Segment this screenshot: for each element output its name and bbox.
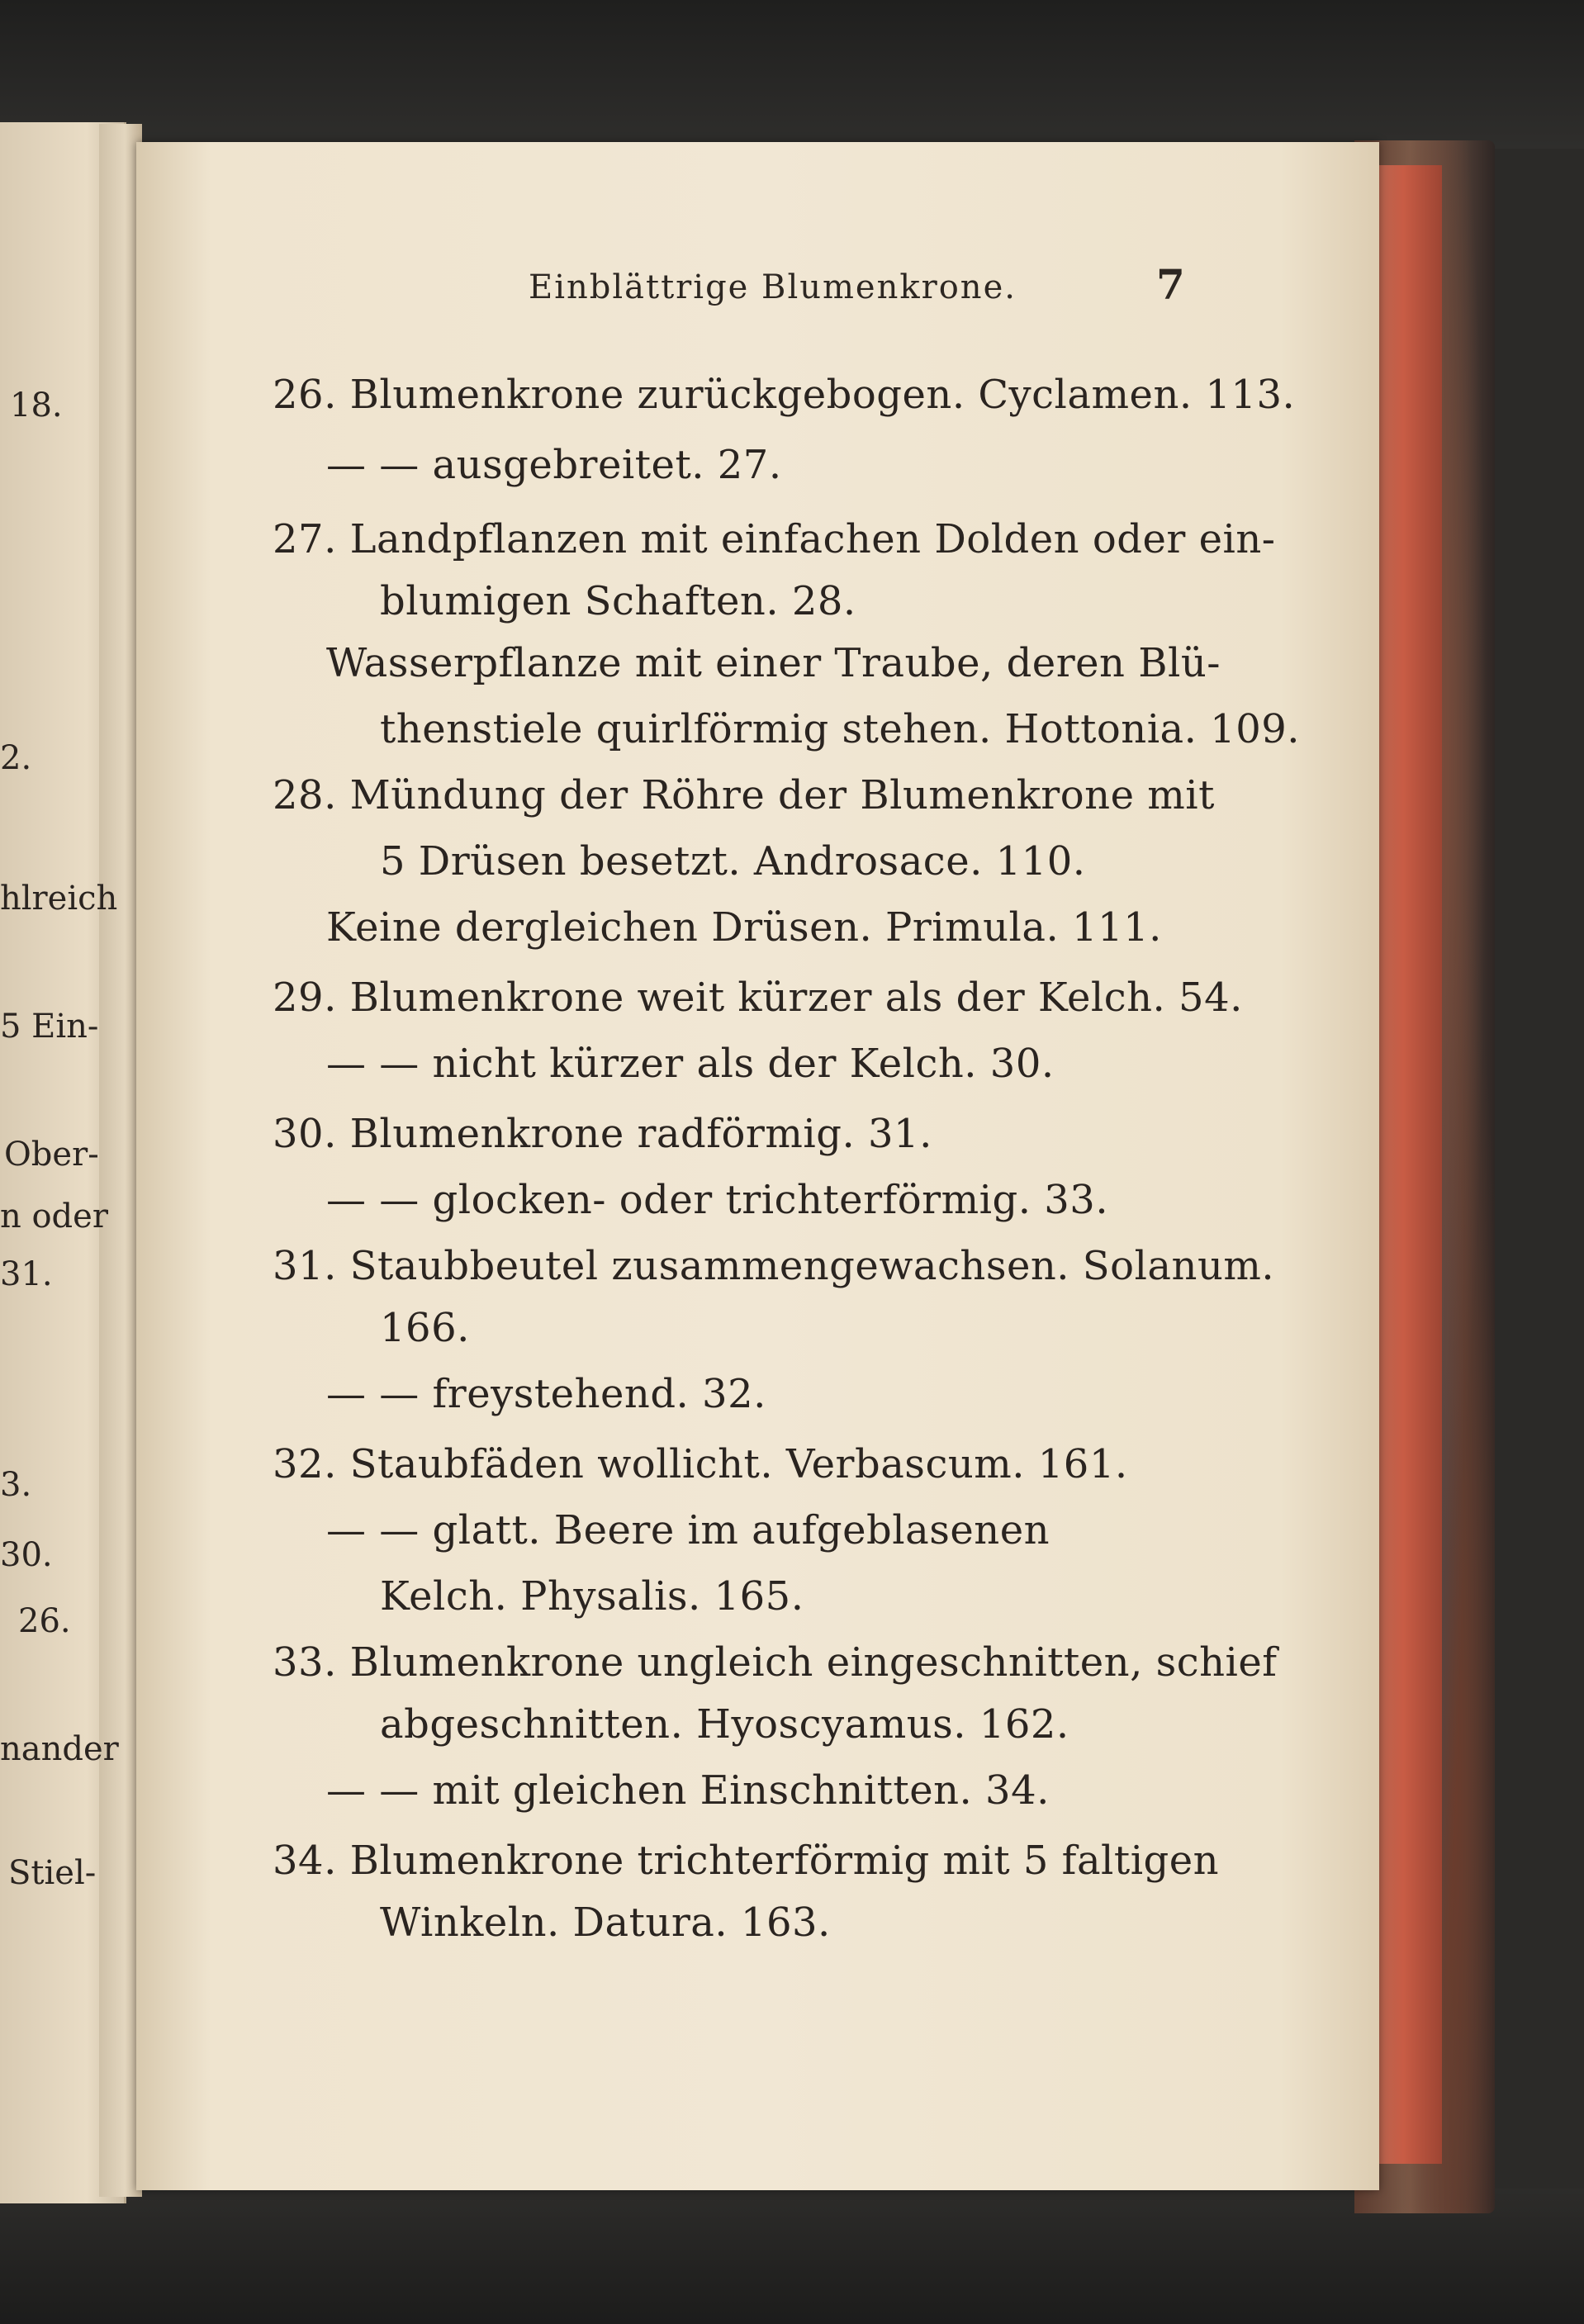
text-line: 29. Blumenkrone weit kürzer als der Kelch. 54. <box>273 975 1243 1021</box>
left-margin-text: nander <box>0 1730 119 1768</box>
text-line: thenstiele quirlförmig stehen. Hottonia. 109. <box>380 706 1301 752</box>
text-line: blumigen Schaften. 28. <box>380 578 856 624</box>
left-margin-text: Ober- <box>4 1136 99 1174</box>
text-line: abgeschnitten. Hyoscyamus. 162. <box>380 1701 1069 1748</box>
text-line: Wasserpflanze mit einer Traube, deren Blü- <box>326 640 1221 686</box>
left-margin-text: 26. <box>18 1602 71 1640</box>
text-line: 27. Landpflanzen mit einfachen Dolden oder ein- <box>273 516 1276 562</box>
text-line: — — nicht kürzer als der Kelch. 30. <box>326 1041 1055 1087</box>
text-line: — — glatt. Beere im aufgeblasenen <box>326 1507 1050 1553</box>
text-line: — — glocken- oder trichterförmig. 33. <box>326 1177 1109 1223</box>
background-top <box>0 0 1584 149</box>
text-line: Kelch. Physalis. 165. <box>380 1573 804 1620</box>
left-margin-text: 18. <box>10 387 63 424</box>
text-line: Winkeln. Datura. 163. <box>380 1900 831 1946</box>
left-margin-text: 30. <box>0 1536 53 1574</box>
left-margin-text: 2. <box>0 739 32 777</box>
page-number: 7 <box>1156 260 1185 309</box>
text-line: 32. Staubfäden wollicht. Verbascum. 161. <box>273 1441 1128 1487</box>
background-bottom <box>0 2189 1584 2324</box>
text-line: 166. <box>380 1305 470 1351</box>
text-line: Keine dergleichen Drüsen. Primula. 111. <box>326 904 1162 951</box>
text-line: 31. Staubbeutel zusammengewachsen. Solanum. <box>273 1243 1275 1289</box>
text-line: 26. Blumenkrone zurückgebogen. Cyclamen. 113. <box>273 372 1296 418</box>
text-line: 5 Drüsen besetzt. Androsace. 110. <box>380 838 1086 885</box>
text-line: — — freystehend. 32. <box>326 1371 766 1417</box>
text-line: — — ausgebreitet. 27. <box>326 442 782 488</box>
text-line: 33. Blumenkrone ungleich eingeschnitten, schief <box>273 1639 1278 1686</box>
left-margin-text: Stiel- <box>8 1854 97 1892</box>
text-line: 28. Mündung der Röhre der Blumenkrone mit <box>273 772 1215 818</box>
left-margin-text: n oder <box>0 1198 108 1236</box>
page-edge <box>1378 165 1442 2164</box>
left-margin-text: 31. <box>0 1255 53 1293</box>
running-head: Einblättrige Blumenkrone. <box>529 268 1017 306</box>
text-line: — — mit gleichen Einschnitten. 34. <box>326 1767 1050 1814</box>
text-line: 30. Blumenkrone radförmig. 31. <box>273 1111 932 1157</box>
left-margin-text: hlreich <box>0 880 118 918</box>
left-margin-text: 5 Ein- <box>0 1008 99 1046</box>
left-margin-text: 3. <box>0 1466 32 1504</box>
text-line: 34. Blumenkrone trichterförmig mit 5 faltigen <box>273 1838 1220 1884</box>
